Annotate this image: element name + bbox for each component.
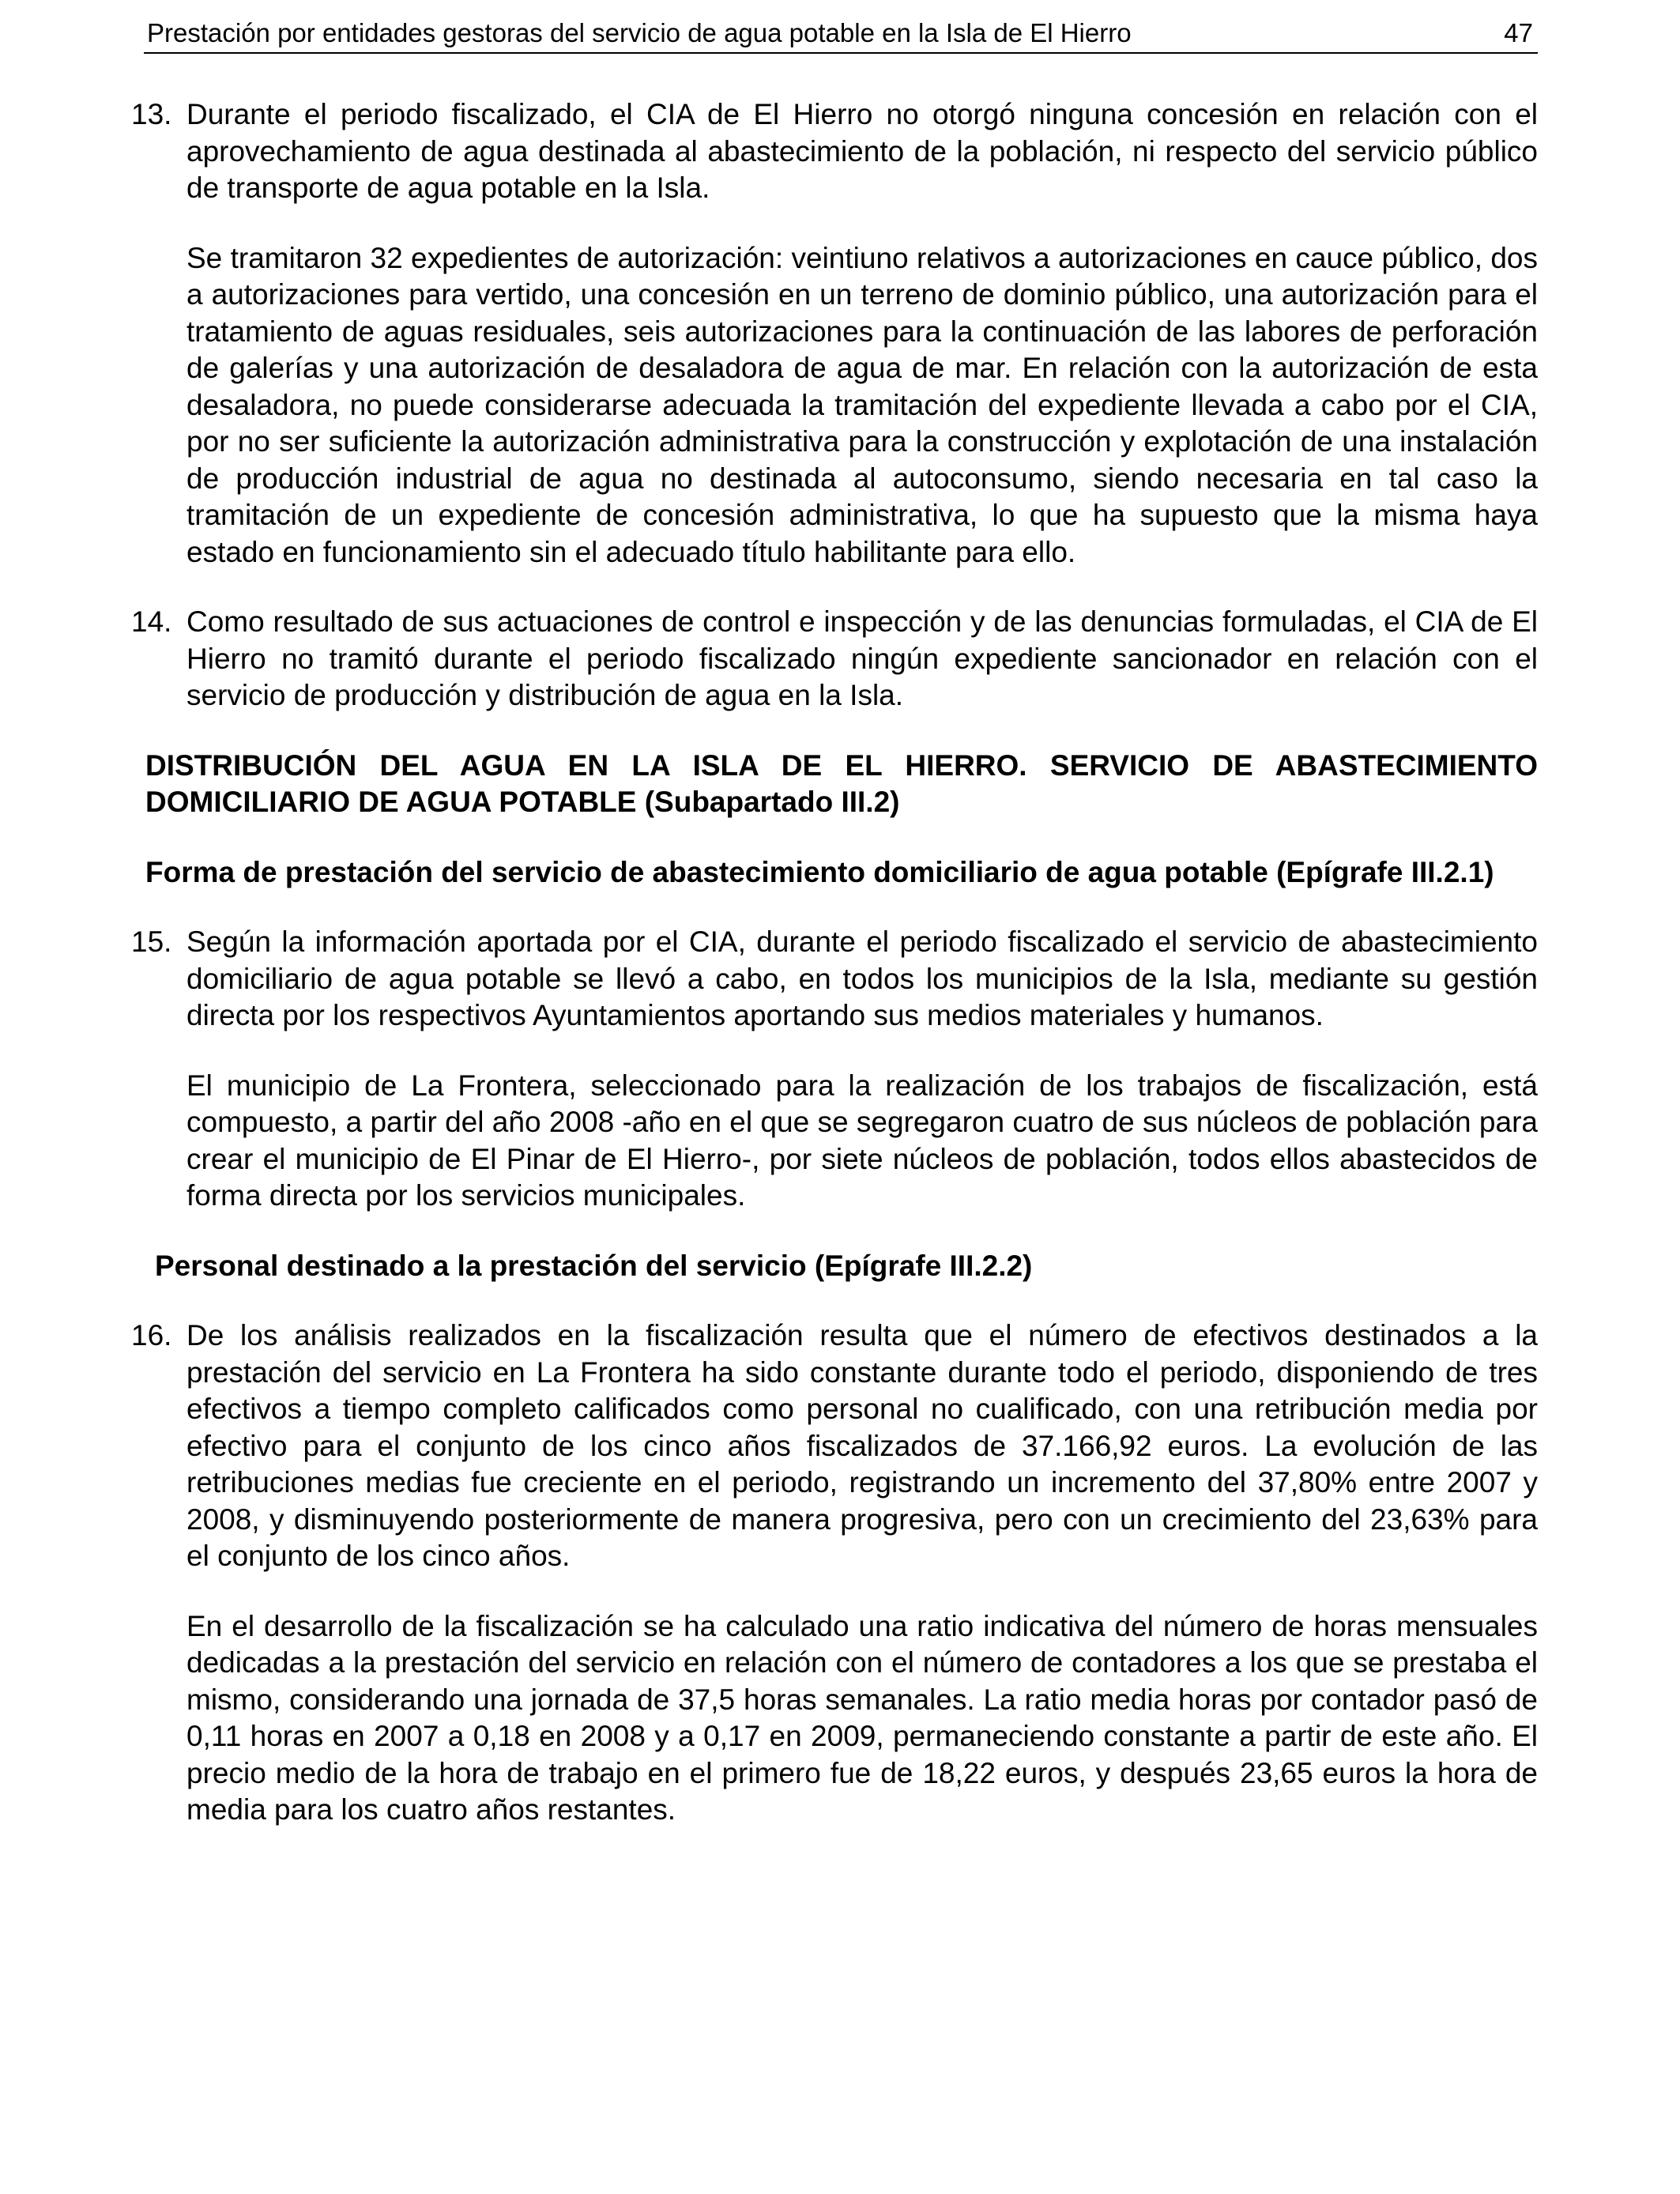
paragraph-15-continuation: El municipio de La Frontera, seleccionado para la realización de los trabajos de fiscalización, está compuesto, a partir del año 2008 -año en el que se segregaron cuatro de sus núcleos de población para crear el municipio de El Pinar de El Hierro-, por siete núcleos de población, todos ellos abastecidos de forma directa por los servicios municipales.: [186, 1069, 1538, 1212]
paragraph-16: [131, 1318, 1538, 1575]
paragraph-16-continuation: En el desarrollo de la fiscalización se ha calculado una ratio indicativa del número de horas mensuales dedicadas a la prestación del servicio en relación con el número de contadores a los que se prestaba el mismo, considerando una jornada de 37,5 horas semanales. La ratio media horas por contador pasó de 0,11 horas en 2007 a 0,18 en 2008 y a 0,17 en 2009, permaneciendo constante a partir de este año. El precio medio de la hora de trabajo en el primero fue de 18,22 euros, y después 23,65 euros la hora de media para los cuatro años restantes.: [186, 1609, 1538, 1826]
paragraph-number: 14.: [131, 605, 172, 638]
paragraph-text: Como resultado de sus actuaciones de control e inspección y de las denuncias formuladas, el CIA de El Hierro no tramitó durante el periodo fiscalizado ningún expediente sancionador en relación con el servicio de producción y distribución de agua en la Isla.: [186, 605, 1538, 711]
paragraph-number: 15.: [131, 925, 172, 958]
document-body: [131, 96, 1538, 1862]
paragraph-14: [131, 604, 1538, 714]
section-heading-subapartado: DISTRIBUCIÓN DEL AGUA EN LA ISLA DE EL HIERRO. SERVICIO DE ABASTECIMIENTO DOMICILIARIO DE AGUA POTABLE (Subapartado III.2): [145, 748, 1538, 818]
paragraph-number: 13.: [131, 98, 172, 130]
section-heading-personal: Personal destinado a la prestación del servicio (Epígrafe III.2.2): [155, 1249, 1033, 1282]
paragraph-13-continuation: Se tramitaron 32 expedientes de autorización: veintiuno relativos a autorizaciones en cauce público, dos a autorizaciones para vertido, una concesión en un terreno de dominio público, una autorización para el tratamiento de aguas residuales, seis autorizaciones para la continuación de las labores de perforación de galerías y una autorización de desaladora de agua de mar. En relación con la autorización de esta desaladora, no puede considerarse adecuada la tramitación del expediente llevada a cabo por el CIA, por no ser suficiente la autorización administrativa para la construcción y explotación de una instalación de producción industrial de agua no destinada al autoconsumo, siendo necesaria en tal caso la tramitación de un expediente de concesión administrativa, lo que ha supuesto que la misma haya estado en funcionamiento sin el adecuado título habilitante para ello.: [186, 241, 1538, 568]
paragraph-number: 16.: [131, 1319, 172, 1351]
paragraph-text: Durante el periodo fiscalizado, el CIA de El Hierro no otorgó ninguna concesión en relación con el aprovechamiento de agua destinada al abastecimiento de la población, ni respecto del servicio público de transporte de agua potable en la Isla.: [186, 98, 1538, 204]
paragraph-13: [131, 96, 1538, 207]
paragraph-text: Según la información aportada por el CIA, durante el periodo fiscalizado el servicio de abastecimiento domiciliario de agua potable se llevó a cabo, en todos los municipios de la Isla, mediante su gestión directa por los respectivos Ayuntamientos aportando sus medios materiales y humanos.: [186, 925, 1538, 1031]
page-header: [144, 14, 1538, 54]
page-number: 47: [1504, 18, 1533, 47]
section-heading-forma: Forma de prestación del servicio de abastecimiento domiciliario de agua potable (Epígrafe III.2.1): [145, 855, 1494, 888]
paragraph-text: De los análisis realizados en la fiscalización resulta que el número de efectivos destinados a la prestación del servicio en La Frontera ha sido constante durante todo el periodo, disponiendo de tres efectivos a tiempo completo calificados como personal no cualificado, con una retribución media por efectivo para el conjunto de los cinco años fiscalizados de 37.166,92 euros. La evolución de las retribuciones medias fue creciente en el periodo, registrando un incremento del 37,80% entre 2007 y 2008, y disminuyendo posteriormente de manera progresiva, pero con un crecimiento del 23,63% para el conjunto de los cinco años.: [186, 1319, 1538, 1572]
paragraph-15: [131, 924, 1538, 1035]
header-title: Prestación por entidades gestoras del servicio de agua potable en la Isla de El Hierro: [147, 18, 1132, 47]
